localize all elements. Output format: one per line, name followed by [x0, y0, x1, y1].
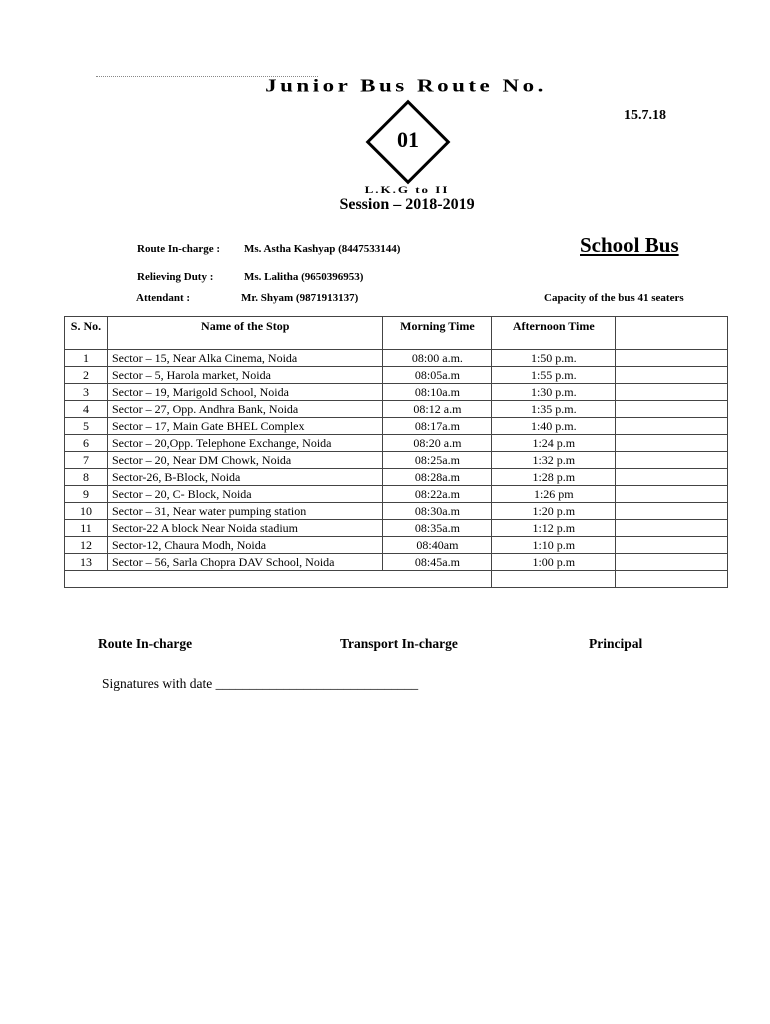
- cell-blank: [616, 367, 728, 384]
- route-number: 01: [397, 127, 419, 152]
- table-row: [65, 520, 728, 537]
- cell-serial-no: 2: [65, 367, 108, 384]
- cell-blank: [616, 435, 728, 452]
- cell-serial-no: 4: [65, 401, 108, 418]
- cell-blank: [616, 401, 728, 418]
- table-row: [65, 503, 728, 520]
- table-row: [65, 537, 728, 554]
- empty-cell: [492, 571, 616, 588]
- cell-afternoon-time: 1:12 p.m: [492, 520, 616, 537]
- cell-stop-name: Sector – 19, Marigold School, Noida: [107, 384, 383, 401]
- cell-serial-no: 5: [65, 418, 108, 435]
- cell-serial-no: 8: [65, 469, 108, 486]
- route-incharge-label: Route In-charge :: [137, 243, 221, 255]
- cell-blank: [616, 503, 728, 520]
- cell-morning-time: 08:20 a.m: [383, 435, 492, 452]
- header-blank: [616, 317, 728, 350]
- table-row: [65, 452, 728, 469]
- cell-blank: [616, 486, 728, 503]
- cell-stop-name: Sector – 20, C- Block, Noida: [107, 486, 383, 503]
- cell-serial-no: 7: [65, 452, 108, 469]
- empty-cell: [65, 571, 492, 588]
- cell-afternoon-time: 1:30 p.m.: [492, 384, 616, 401]
- cell-morning-time: 08:22a.m: [383, 486, 492, 503]
- cell-serial-no: 1: [65, 350, 108, 367]
- route-stops-table: [64, 316, 728, 588]
- page-title: Junior Bus Route No.: [265, 76, 547, 96]
- cell-serial-no: 11: [65, 520, 108, 537]
- cell-serial-no: 12: [65, 537, 108, 554]
- cell-afternoon-time: 1:40 p.m.: [492, 418, 616, 435]
- table-row: [65, 367, 728, 384]
- transport-incharge-signature-label: Transport In-charge: [340, 636, 458, 651]
- cell-stop-name: Sector – 17, Main Gate BHEL Complex: [107, 418, 383, 435]
- table-row: [65, 469, 728, 486]
- table-row: [65, 418, 728, 435]
- header-afternoon-time: Afternoon Time: [492, 317, 616, 350]
- route-incharge-signature-label: Route In-charge: [98, 636, 193, 651]
- cell-stop-name: Sector-26, B-Block, Noida: [107, 469, 383, 486]
- attendant-value: Mr. Shyam (9871913137): [241, 292, 359, 304]
- cell-afternoon-time: 1:32 p.m: [492, 452, 616, 469]
- signature-line: Signatures with date ______________________________: [102, 676, 419, 691]
- cell-morning-time: 08:17a.m: [383, 418, 492, 435]
- cell-serial-no: 6: [65, 435, 108, 452]
- header-serial-no: S. No.: [65, 317, 108, 350]
- cell-afternoon-time: 1:28 p.m: [492, 469, 616, 486]
- cell-serial-no: 9: [65, 486, 108, 503]
- cell-blank: [616, 520, 728, 537]
- session-label: Session – 2018-2019: [339, 196, 475, 213]
- cell-stop-name: Sector – 5, Harola market, Noida: [107, 367, 383, 384]
- cell-morning-time: 08:10a.m: [383, 384, 492, 401]
- cell-afternoon-time: 1:55 p.m.: [492, 367, 616, 384]
- cell-stop-name: Sector-22 A block Near Noida stadium: [107, 520, 383, 537]
- cell-morning-time: 08:35a.m: [383, 520, 492, 537]
- class-range: L.K.G to II: [364, 184, 450, 196]
- cell-stop-name: Sector – 15, Near Alka Cinema, Noida: [107, 350, 383, 367]
- cell-morning-time: 08:30a.m: [383, 503, 492, 520]
- table-row: [65, 486, 728, 503]
- cell-blank: [616, 418, 728, 435]
- relieving-duty-label: Relieving Duty :: [137, 271, 214, 283]
- table-header-row: [65, 317, 728, 350]
- cell-afternoon-time: 1:50 p.m.: [492, 350, 616, 367]
- document-date: 15.7.18: [624, 108, 666, 123]
- cell-blank: [616, 384, 728, 401]
- empty-cell: [616, 571, 728, 588]
- table-row: [65, 401, 728, 418]
- cell-morning-time: 08:25a.m: [383, 452, 492, 469]
- header-morning-time: Morning Time: [383, 317, 492, 350]
- cell-morning-time: 08:40am: [383, 537, 492, 554]
- cell-morning-time: 08:00 a.m.: [383, 350, 492, 367]
- cell-blank: [616, 537, 728, 554]
- cell-afternoon-time: 1:20 p.m: [492, 503, 616, 520]
- cell-serial-no: 13: [65, 554, 108, 571]
- relieving-duty-value: Ms. Lalitha (9650396953): [244, 271, 364, 283]
- table-row: [65, 384, 728, 401]
- cell-afternoon-time: 1:00 p.m: [492, 554, 616, 571]
- cell-morning-time: 08:28a.m: [383, 469, 492, 486]
- cell-stop-name: Sector – 20,Opp. Telephone Exchange, Noida: [107, 435, 383, 452]
- cell-morning-time: 08:12 a.m: [383, 401, 492, 418]
- cell-serial-no: 10: [65, 503, 108, 520]
- cell-stop-name: Sector – 20, Near DM Chowk, Noida: [107, 452, 383, 469]
- empty-table-row: [65, 571, 728, 588]
- cell-blank: [616, 469, 728, 486]
- cell-afternoon-time: 1:35 p.m.: [492, 401, 616, 418]
- school-bus-heading: School Bus: [580, 233, 679, 257]
- route-incharge-value: Ms. Astha Kashyap (8447533144): [244, 243, 401, 255]
- cell-afternoon-time: 1:24 p.m: [492, 435, 616, 452]
- header-stop-name: Name of the Stop: [107, 317, 383, 350]
- table-row: [65, 435, 728, 452]
- cell-afternoon-time: 1:26 pm: [492, 486, 616, 503]
- bus-capacity: Capacity of the bus 41 seaters: [544, 292, 684, 304]
- principal-signature-label: Principal: [589, 636, 643, 651]
- cell-morning-time: 08:05a.m: [383, 367, 492, 384]
- cell-serial-no: 3: [65, 384, 108, 401]
- cell-stop-name: Sector – 27, Opp. Andhra Bank, Noida: [107, 401, 383, 418]
- cell-afternoon-time: 1:10 p.m: [492, 537, 616, 554]
- cell-stop-name: Sector-12, Chaura Modh, Noida: [107, 537, 383, 554]
- cell-blank: [616, 350, 728, 367]
- attendant-label: Attendant :: [136, 292, 191, 304]
- cell-blank: [616, 554, 728, 571]
- cell-stop-name: Sector – 31, Near water pumping station: [107, 503, 383, 520]
- cell-stop-name: Sector – 56, Sarla Chopra DAV School, Noida: [107, 554, 383, 571]
- table-row: [65, 554, 728, 571]
- cell-blank: [616, 452, 728, 469]
- cell-morning-time: 08:45a.m: [383, 554, 492, 571]
- table-row: [65, 350, 728, 367]
